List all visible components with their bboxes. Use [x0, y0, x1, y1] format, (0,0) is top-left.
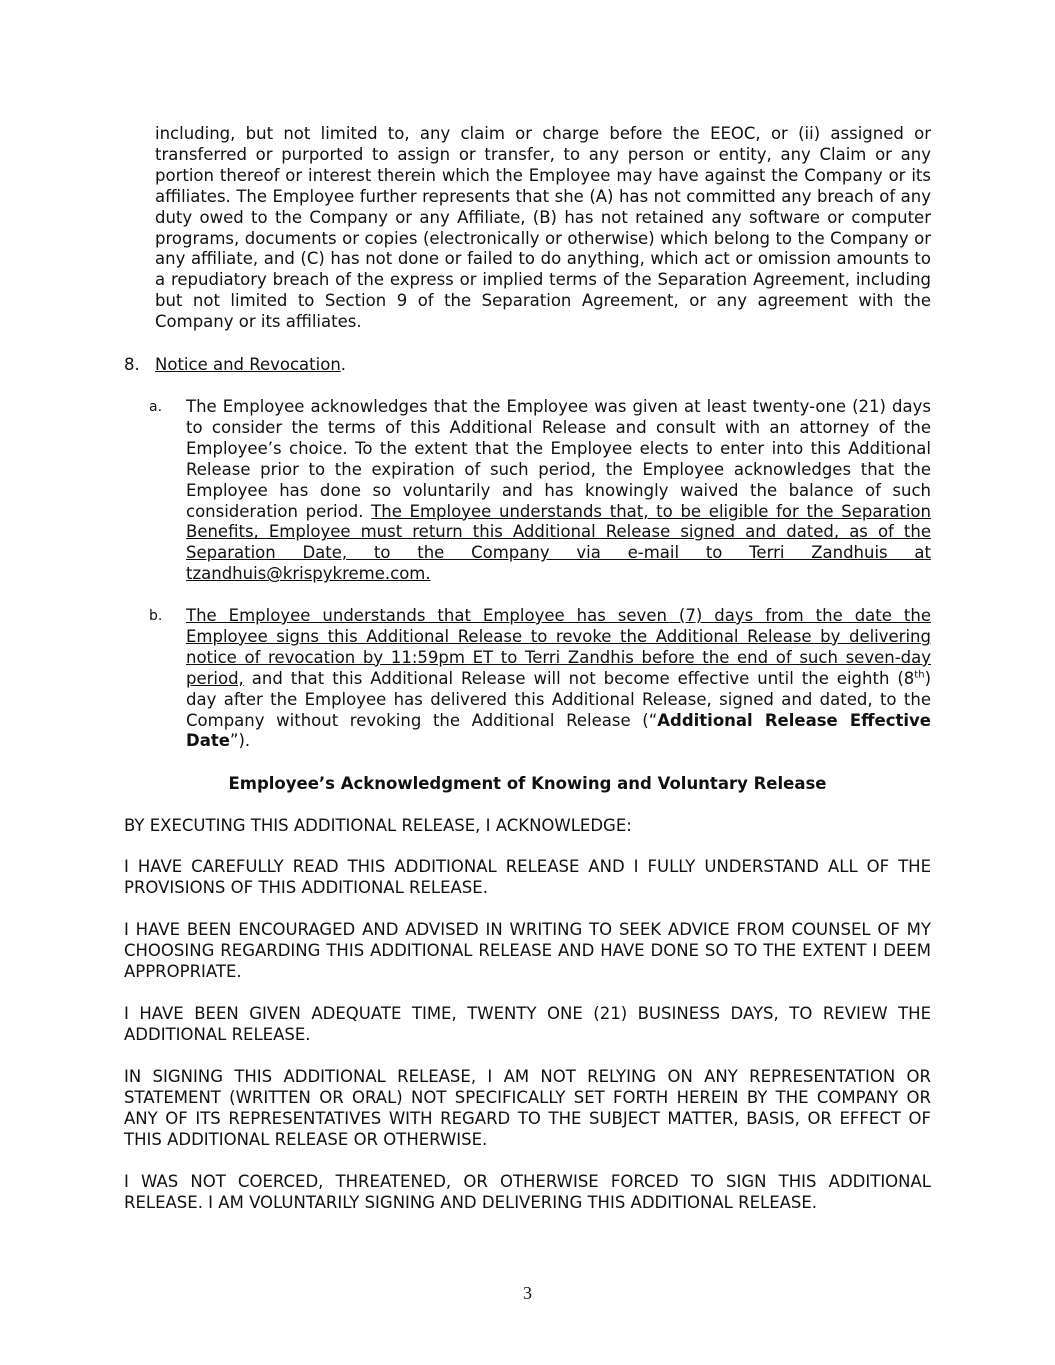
- subsection-a-text: [186, 397, 931, 585]
- subsection-a: [149, 397, 931, 585]
- subsection-b-underlined-text: The Employee understands that Employee has seven (7) days from the date the Employee signs this Additional Release to revoke the Additional Release by delivering notice of revocation by 11:59pm ET to Terri Zandhis before the end of such seven-day period,: [186, 606, 931, 688]
- subsection-b-letter: b.: [149, 608, 163, 624]
- subsection-a-letter: a.: [149, 399, 163, 415]
- acknowledgment-paragraph: BY EXECUTING THIS ADDITIONAL RELEASE, I ACKNOWLEDGE:: [124, 816, 632, 835]
- subsection-b-middle-text: and that this Additional Release will not become effective until the eighth (8: [243, 668, 915, 688]
- page-number: 3: [523, 1283, 532, 1303]
- subsection-b-end: ”).: [229, 731, 251, 751]
- acknowledgment-paragraph: I HAVE CAREFULLY READ THIS ADDITIONAL RELEASE AND I FULLY UNDERSTAND ALL OF THE PROVISIONS OF THIS ADDITIONAL RELEASE.: [124, 857, 931, 897]
- defined-term: Additional Release Effective Date: [186, 710, 931, 751]
- acknowledgment-paragraph: I WAS NOT COERCED, THREATENED, OR OTHERWISE FORCED TO SIGN THIS ADDITIONAL RELEASE. I AM VOLUNTARILY SIGNING AND DELIVERING THIS ADDITIONAL RELEASE.: [124, 1172, 931, 1212]
- ordinal-superscript: th: [914, 669, 925, 681]
- subsection-b: [149, 606, 931, 752]
- subsection-b-text: [186, 606, 931, 752]
- acknowledgment-paragraph: I HAVE BEEN ENCOURAGED AND ADVISED IN WRITING TO SEEK ADVICE FROM COUNSEL OF MY CHOOSING REGARDING THIS ADDITIONAL RELEASE AND HAVE DONE SO TO THE EXTENT I DEEM APPROPRIATE.: [124, 920, 931, 981]
- subsection-a-underlined-text: The Employee understands that, to be eligible for the Separation Benefits, Employee must return this Additional Release signed and dated, as of the Separation Date, to the Company via e-mail to Terri Zandhuis at tzandhuis@krispykreme.com.: [186, 501, 931, 584]
- acknowledgment-paragraph: I HAVE BEEN GIVEN ADEQUATE TIME, TWENTY ONE (21) BUSINESS DAYS, TO REVIEW THE ADDITIONAL RELEASE.: [124, 1004, 931, 1044]
- section-8-heading: [124, 355, 931, 376]
- section-title-suffix: .: [340, 355, 347, 374]
- section-title: Notice and Revocation: [155, 355, 341, 374]
- acknowledgment-paragraph: IN SIGNING THIS ADDITIONAL RELEASE, I AM NOT RELYING ON ANY REPRESENTATION OR STATEMENT (WRITTEN OR ORAL) NOT SPECIFICALLY SET FORTH HEREIN BY THE COMPANY OR ANY OF ITS REPRESENTATIVES WITH REGARD TO THE SUBJECT MATTER, BASIS, OR EFFECT OF THIS ADDITIONAL RELEASE OR OTHERWISE.: [124, 1067, 931, 1149]
- acknowledgment-heading: Employee’s Acknowledgment of Knowing and Voluntary Release: [228, 774, 827, 793]
- subsection-a-plain-text: The Employee acknowledges that the Employee was given at least twenty-one (21) days to consider the terms of this Additional Release and consult with an attorney of the Employee’s choice. To the extent that the Employee elects to enter into this Additional Release prior to the expiration of such period, the Employee acknowledges that the Employee has done so voluntarily and has knowingly waived the balance of such consideration period.: [186, 397, 931, 521]
- continuation-paragraph: including, but not limited to, any claim or charge before the EEOC, or (ii) assigned or transferred or purported to assign or transfer, to any person or entity, any Claim or any portion thereof or interest therein which the Employee may have against the Company or its affiliates. The Employee further represents that she (A) has not committed any breach of any duty owed to the Company or any Affiliate, (B) has not retained any software or computer programs, documents or copies (electronically or otherwise) which belong to the Company or any affiliate, and (C) has not done or failed to do anything, which act or omission amounts to a repudiatory breach of the express or implied terms of the Separation Agreement, including but not limited to Section 9 of the Separation Agreement, or any agreement with the Company or its affiliates.: [155, 124, 931, 332]
- subsection-b-continuation: ) day after the Employee has delivered this Additional Release, signed and dated, to the Company without revoking the Additional Release (“: [186, 668, 931, 730]
- section-number: 8.: [124, 355, 140, 374]
